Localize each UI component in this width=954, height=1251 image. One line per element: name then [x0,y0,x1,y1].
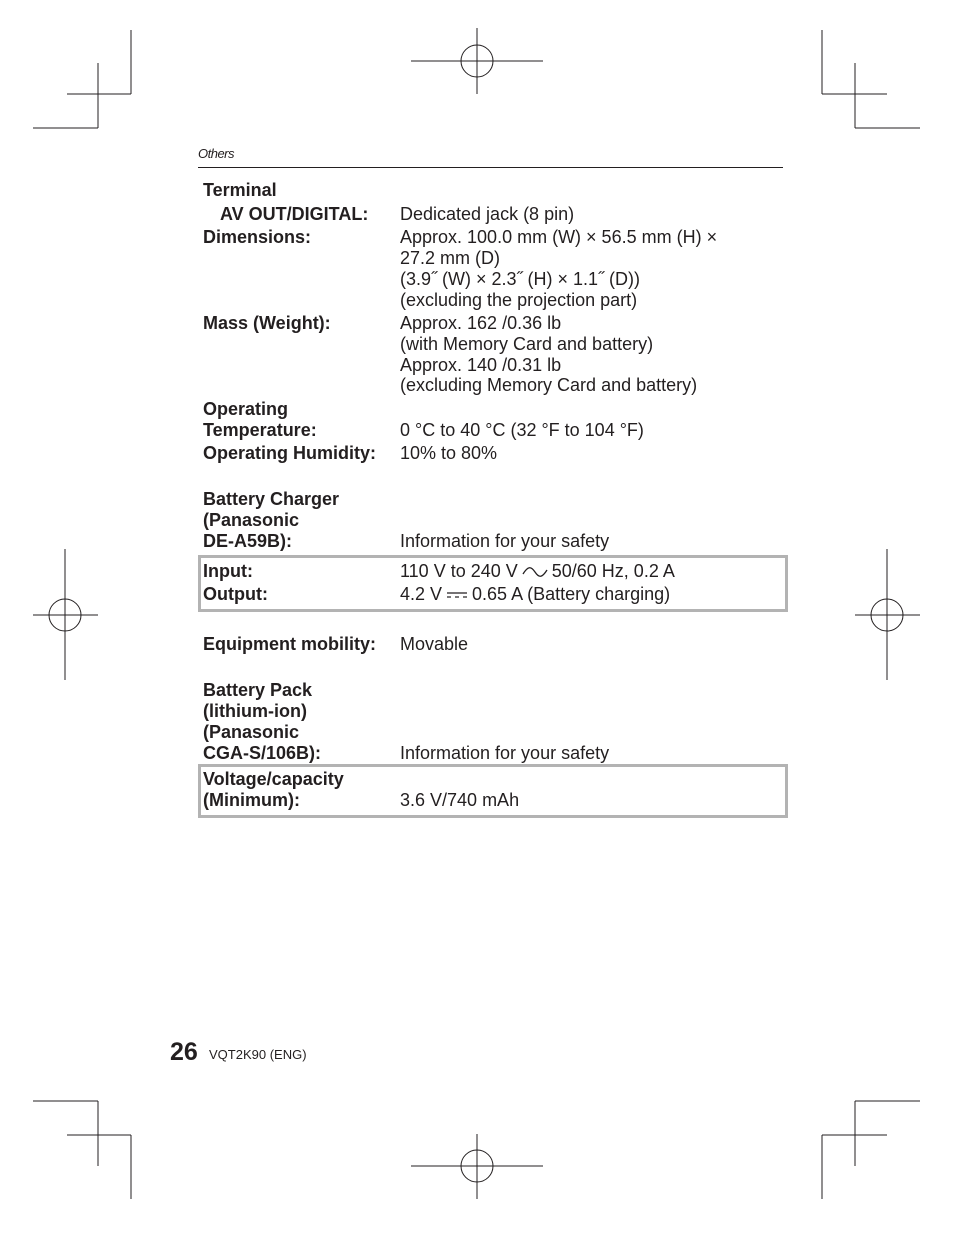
header-rule [198,167,783,168]
page-number: 26 [170,1038,198,1066]
battery-label-2: (lithium-ion) [203,701,307,721]
battery-label-1: Battery Pack [203,680,313,700]
charger-label-2: (Panasonic [203,510,300,530]
charger-output-value [400,584,670,605]
charger-input-value [400,561,675,582]
dimensions-line-3: (3.9˝ (W) × 2.3˝ (H) × 1.1˝ (D)) [400,269,641,289]
charger-label-3: DE-A59B): [203,531,293,551]
battery-safety-info: Information for your safety [400,743,610,763]
battery-label-3: (Panasonic [203,722,300,742]
operating-temperature-label-2: Temperature: [203,420,317,440]
mass-line-1: Approx. 162 /0.36 lb [400,313,562,333]
mass-line-3: Approx. 140 /0.31 lb [400,355,562,375]
direct-current-icon [446,590,468,600]
equipment-mobility-label: Equipment mobility: [203,634,376,654]
alternating-current-icon [522,566,548,578]
charger-input-voltage: 110 V to 240 V [400,561,518,581]
charger-input-label: Input: [203,561,253,581]
equipment-mobility-value: Movable [400,634,469,654]
document-code: VQT2K90 (ENG) [209,1047,307,1062]
dimensions-line-2: 27.2 mm (D) [400,248,501,268]
dimensions-label: Dimensions: [203,227,312,247]
dimensions-line-4: (excluding the projection part) [400,290,638,310]
charger-label-1: Battery Charger [203,489,340,509]
operating-humidity-value: 10% to 80% [400,443,498,463]
mass-label: Mass (Weight): [203,313,331,333]
operating-humidity-label: Operating Humidity: [203,443,377,463]
av-out-digital-value: Dedicated jack (8 pin) [400,204,575,224]
battery-voltage-label-1: Voltage/capacity [203,769,344,789]
charger-output-voltage: 4.2 V [400,584,443,604]
operating-temperature-label-1: Operating [203,399,289,419]
battery-voltage-value: 3.6 V/740 mAh [400,790,520,810]
charger-output-label: Output: [203,584,268,604]
section-header: Others [198,146,235,161]
terminal-label: Terminal [203,180,277,200]
dimensions-line-1: Approx. 100.0 mm (W) × 56.5 mm (H) × [400,227,718,247]
charger-output-current: 0.65 A (Battery charging) [472,584,671,604]
battery-voltage-label-2: (Minimum): [203,790,300,810]
mass-line-4: (excluding Memory Card and battery) [400,375,698,395]
charger-input-frequency: 50/60 Hz, 0.2 A [551,561,675,581]
mass-line-2: (with Memory Card and battery) [400,334,654,354]
battery-label-4: CGA-S/106B): [203,743,322,763]
charger-safety-info: Information for your safety [400,531,610,551]
operating-temperature-value: 0 °C to 40 °C (32 °F to 104 °F) [400,420,644,440]
av-out-digital-label: AV OUT/DIGITAL: [220,204,369,224]
